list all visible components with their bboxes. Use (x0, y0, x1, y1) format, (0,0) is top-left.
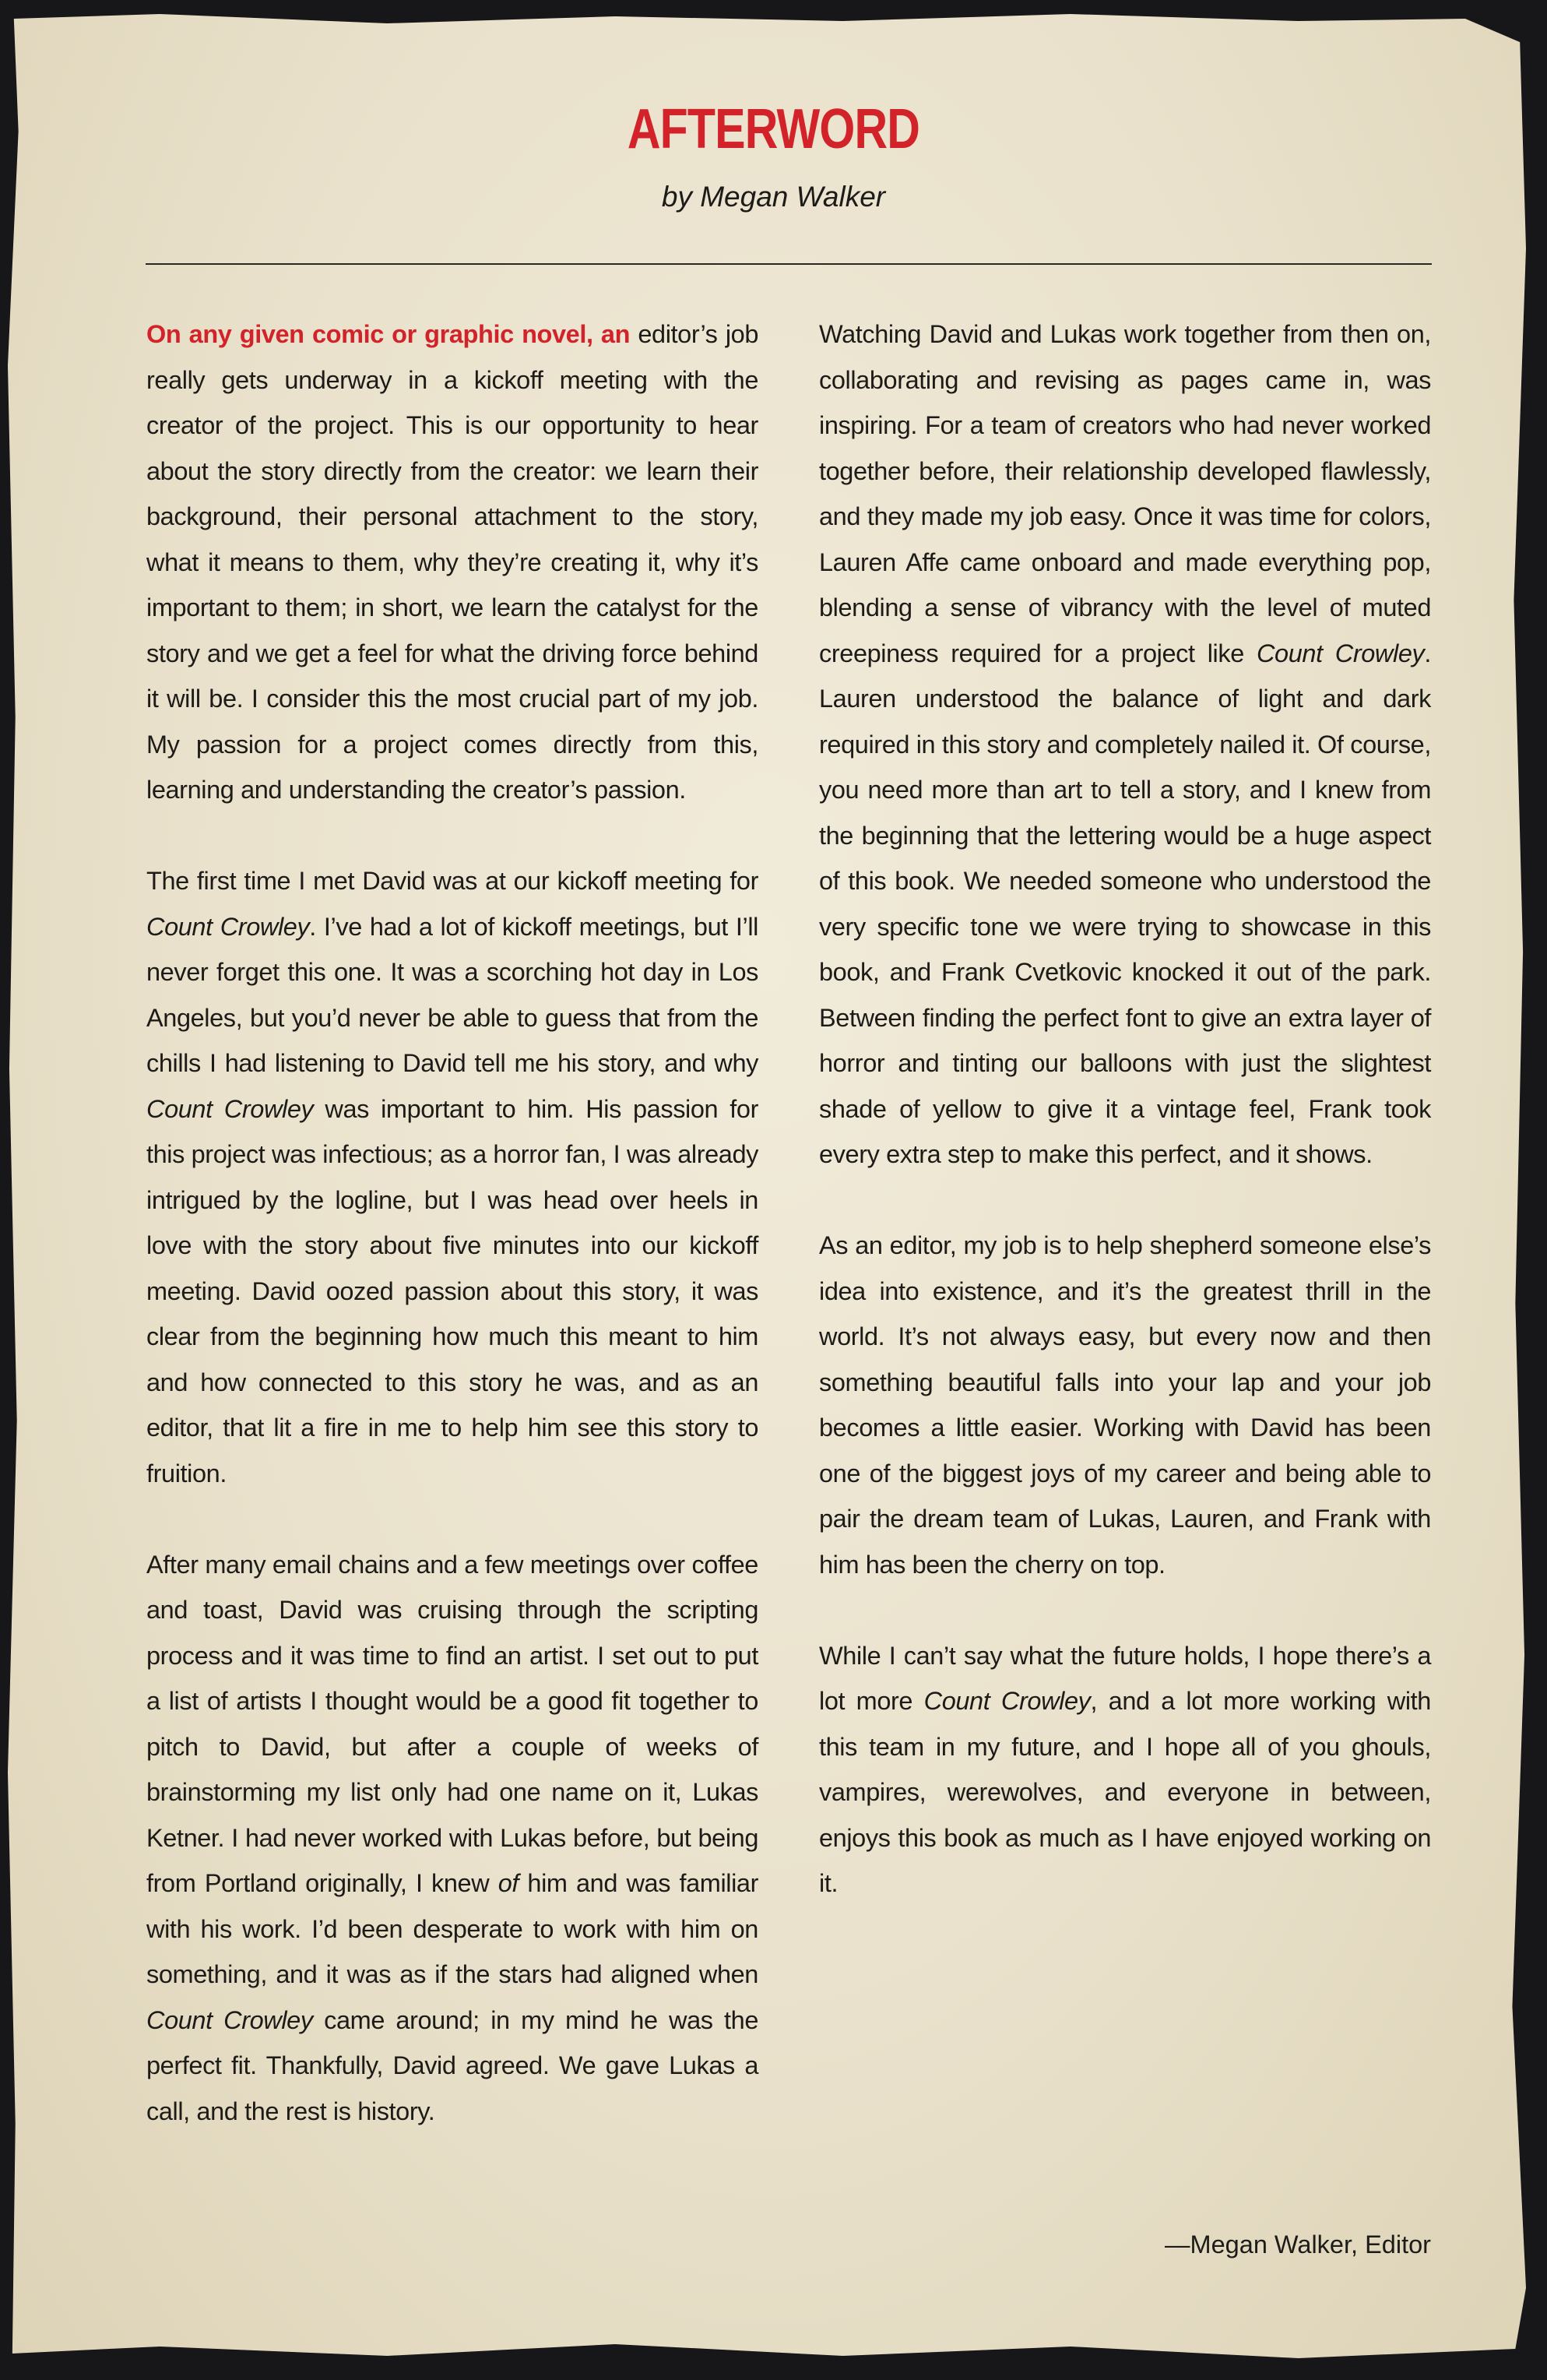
body-text: . I’ve had a lot of kickoff meetings, but I’ll never forget this one. It was a scorching hot day in Los Angeles, but you’d never be able to guess that from the chills I had listening to David tell me his story, and why (146, 912, 758, 1077)
paragraph (146, 312, 758, 813)
left-column (146, 312, 758, 2180)
body-text: . Lauren understood the balance of light and dark required in this story and completely nailed it. Of course, you need more than art to tell a story, and I knew from the beginning that the lettering would be a huge aspect of this book. We needed someone who understood the very specific tone we were trying to showcase in this book, and Frank Cvetkovic knocked it out of the park. Between finding the perfect font to give an extra layer of horror and tinting our balloons with just the slightest shade of yellow to give it a vintage feel, Frank took every extra step to make this perfect, and it shows. (819, 639, 1431, 1168)
book-title-italic: Count Crowley (146, 2005, 313, 2034)
paragraph (819, 1633, 1431, 1906)
lead-in-text: On any given comic or graphic novel, an (146, 320, 631, 348)
body-text: As an editor, my job is to help shepherd someone else’s idea into existence, and it’s the greatest thrill in the world. It’s not always easy, but every now and then something beautiful falls into your lap and your job becomes a little easier. Working with David has been one of the biggest joys of my career and being able to pair the dream team of Lukas, Lauren, and Frank with him has been the cherry on top. (819, 1231, 1431, 1579)
signature: —Megan Walker, Editor (1165, 2230, 1431, 2259)
body-text: The first time I met David was at our kickoff meeting for (146, 867, 758, 895)
book-title-italic: Count Crowley (1256, 639, 1425, 667)
body-text: After many email chains and a few meetings over coffee and toast, David was cruising through the scripting process and it was time to find an artist. I set out to put a list of artists I thought would be a good fit together to pitch to David, but after a couple of weeks of brainstorming my list only had one name on it, Lukas Ketner. I had never worked with Lukas before, but being from Portland originally, I knew (146, 1550, 758, 1897)
emphasis-italic: of (498, 1869, 519, 1897)
paragraph (146, 1542, 758, 2135)
body-text: While I can’t say what the future holds, I hope there’s a lot more (819, 1641, 1431, 1715)
body-text: editor’s job really gets underway in a kickoff meeting with the creator of the project. This is our opportunity to hear about the story directly from the creator: we learn their background, their personal attachment to the story, what it means to them, why they’re creating it, why it’s important to them; in short, we learn the catalyst for the story and we get a feel for what the driving force behind it will be. I consider this the most crucial part of my job. My passion for a project comes directly from this, learning and understanding the creator’s passion. (146, 320, 759, 804)
page-title: AFTERWORD (627, 98, 920, 160)
right-column (819, 312, 1431, 1952)
body-text: Watching David and Lukas work together from then on, collaborating and revising as pages came in, was inspiring. For a team of creators who had never worked together before, their relationship developed flawlessly, and they made my job easy. Once it was time for colors, Lauren Affe came onboard and made everything pop, blending a sense of vibrancy with the level of muted creepiness required for a project like (819, 320, 1431, 667)
book-title-italic: Count Crowley (923, 1687, 1091, 1715)
book-title-italic: Count Crowley (146, 912, 310, 941)
byline: by Megan Walker (661, 181, 886, 213)
paragraph (819, 1223, 1431, 1587)
paragraph (146, 858, 758, 1496)
book-title-italic: Count Crowley (146, 1094, 314, 1123)
body-text: him and was familiar with his work. I’d been desperate to work with him on something, and it was as if the stars had aligned when (146, 1869, 758, 1988)
body-text: , and a lot more working with this team in my future, and I hope all of you ghouls, vampires, werewolves, and everyone in between, enjoys this book as much as I have enjoyed working on it. (819, 1687, 1431, 1897)
body-text: was important to him. His passion for this project was infectious; as a horror fan, I was already intrigued by the logline, but I was head over heels in love with the story about five minutes into our kickoff meeting. David oozed passion about this story, it was clear from the beginning how much this meant to him and how connected to this story he was, and as an editor, that lit a fire in me to help him see this story to fruition. (146, 1094, 758, 1488)
body-text: came around; in my mind he was the perfect fit. Thankfully, David agreed. We gave Lukas a call, and the rest is history. (146, 2005, 758, 2125)
title-divider (146, 263, 1432, 265)
paragraph (819, 312, 1431, 1178)
